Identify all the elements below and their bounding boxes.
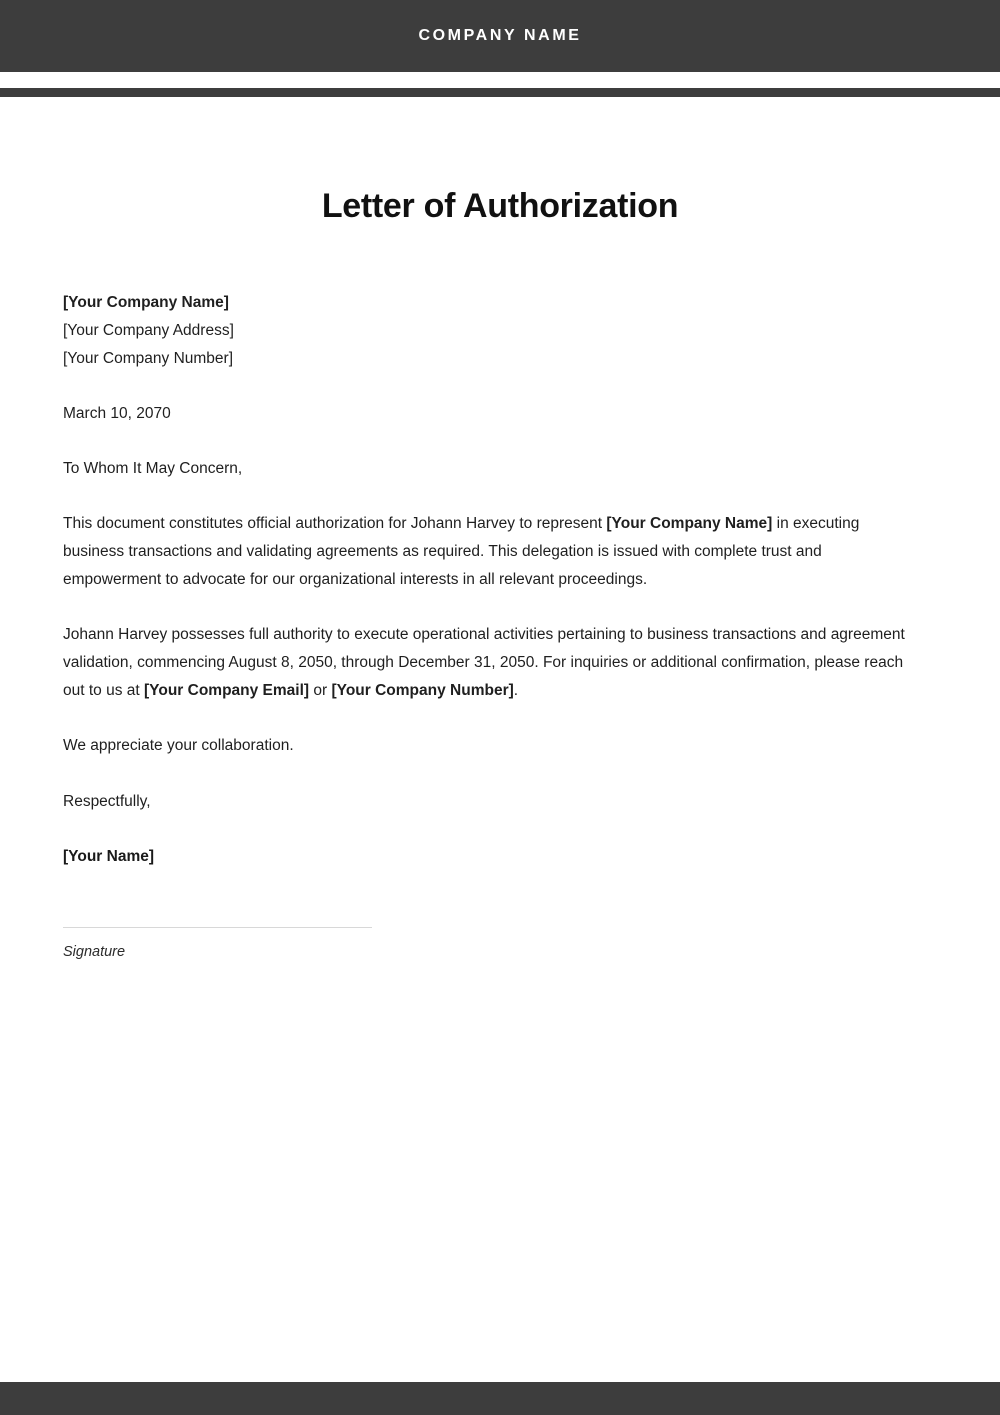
paragraph-2-text-part-1: Johann Harvey possesses full authority to execute operational activities pertaining to business transactions and agreement validation, commencing August 8, 2050, through December 31, 2050. For inquiries or additional confirmation, please reach out to us at [63,625,905,699]
body-paragraph-2 [63,621,919,705]
sender-company-number: [Your Company Number] [63,349,234,367]
paragraph-2-company-number-placeholder: [Your Company Number] [331,681,514,699]
paragraph-1-text-part-1: This document constitutes official authorization for Johann Harvey to represent [63,514,607,532]
closing-thanks-line: We appreciate your collaboration. [63,736,294,754]
paragraph-2-company-email-placeholder: [Your Company Email] [144,681,310,699]
page-title: Letter of Authorization [321,187,679,225]
signature-label: Signature [63,943,126,960]
paragraph-2-text-part-2: or [309,681,332,699]
paragraph-2-text-part-3: . [513,681,519,699]
header-accent-stripe [0,88,1000,97]
header-bar [0,0,1000,72]
signature-line [63,927,372,928]
letter-date: March 10, 2070 [63,404,171,422]
closing-salutation: Respectfully, [63,792,151,810]
letter-salutation: To Whom It May Concern, [63,459,243,477]
paragraph-1-text-part-2: in executing business transactions and validating agreements as required. This delegation is issued with complete trust and empowerment to advocate for our organizational interests in all relevant proceedings. [63,514,860,588]
sender-company-name: [Your Company Name] [63,293,229,311]
signature-block [63,927,372,962]
signer-name-placeholder: [Your Name] [63,847,155,865]
document-content [0,97,1000,1382]
body-paragraph-1 [63,510,919,594]
header-gap-spacer [0,72,1000,88]
footer-bar [0,1382,1000,1415]
paragraph-1-company-name-placeholder: [Your Company Name] [606,514,773,532]
header-company-name: COMPANY NAME [418,27,582,44]
sender-address-block [63,289,937,373]
sender-company-address: [Your Company Address] [63,321,234,339]
